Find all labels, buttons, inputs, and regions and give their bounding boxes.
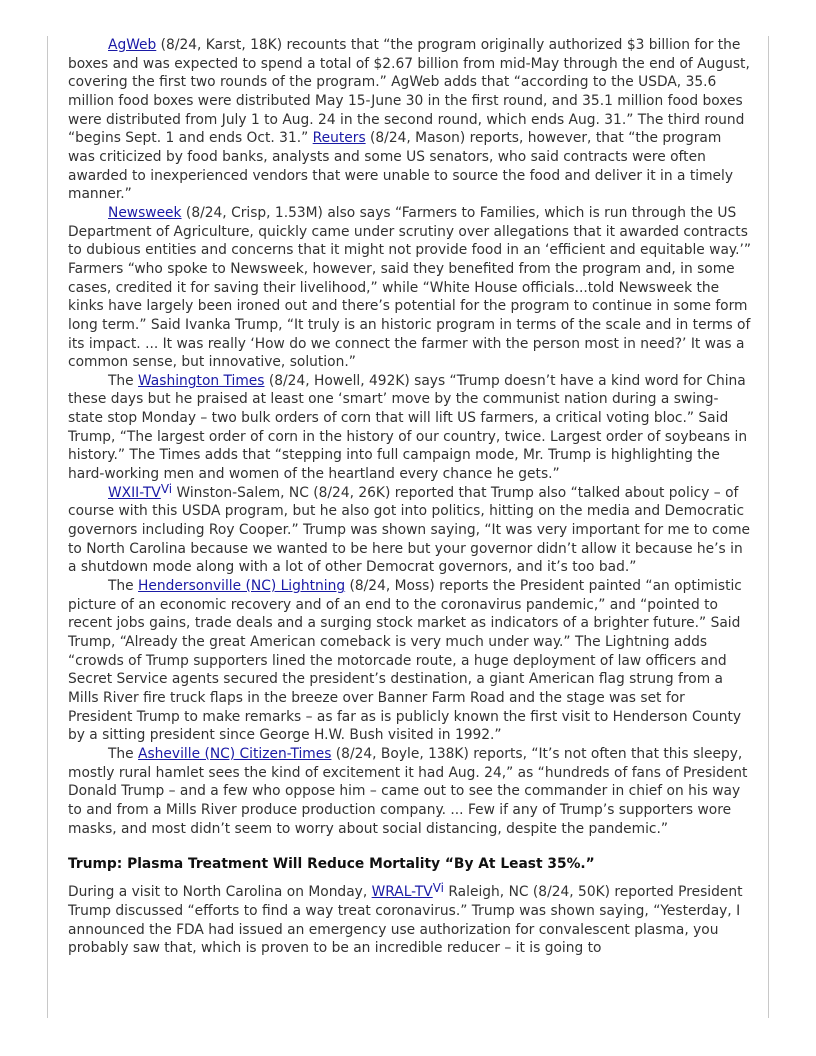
left-margin-rule [47, 36, 48, 1018]
asheville-citizen-times-link[interactable]: Asheville (NC) Citizen-Times [138, 745, 332, 762]
hendersonville-lightning-link[interactable]: Hendersonville (NC) Lightning [138, 578, 346, 595]
video-icon[interactable]: Vi [160, 481, 173, 496]
paragraph-text: Raleigh, NC (8/24, 50K) reported President Trump discussed “efforts to find a way treat coronavirus.” Trump was shown saying, “Yesterday, I announced the FDA had issued an emergency use authorization for convalescent plasma, you probably saw that, which is proven to be an incredible reducer – it is going to [68, 884, 743, 957]
paragraph-asheville [68, 745, 752, 838]
section-heading: Trump: Plasma Treatment Will Reduce Mortality “By At Least 35%.” [68, 856, 595, 873]
video-icon[interactable]: Vi [432, 881, 445, 896]
paragraph-wxii [68, 481, 752, 577]
paragraph-text: Winston-Salem, NC (8/24, 26K) reported that Trump also “talked about policy – of course with this USDA program, but he also got into politics, hitting on the media and Democratic governors including Roy Cooper.” Trump was shown saying, “It was very important for me to come to North Carolina because we wanted to be here but your governor didn’t allow it because he’s in a shutdown mode along with a lot of other Democrat governors, and it’s too bad.” [68, 484, 751, 576]
wral-tv-link[interactable]: WRAL-TV [371, 884, 433, 901]
right-margin-rule [768, 36, 769, 1018]
wxii-tv-link[interactable]: WXII-TV [108, 484, 161, 501]
paragraph-text: (8/24, Howell, 492K) says “Trump doesn’t have a kind word for China these days but he praised at least one ‘smart’ move by the communist nation during a swing-state stop Monday – two bulk orders of corn that will lift US farmers, a critical voting bloc.” Said Trump, “The largest order of corn in the history of our country, twice. Largest order of soybeans in history.” The Times adds that “stepping into full campaign mode, Mr. Trump is highlighting the hard-working men and women of the heartland every chance he gets.” [68, 372, 748, 483]
paragraph-text: (8/24, Crisp, 1.53M) also says “Farmers to Families, which is run through the US Department of Agriculture, quickly came under scrutiny over allegations that it awarded contracts to dubious entities and concerns that it might not provide food in an ‘efficient and equitable way.’” Farmers “who spoke to Newsweek, however, said they benefited from the program and, in some cases, credited it for saving their livelihood,” while “White House officials...told Newsweek the kinks have largely been ironed out and there’s potential for the program to continue in some form long term.” Said Ivanka Trump, “It truly is an historic program in terms of the scale and in terms of its impact. ... It was really ‘How do we connect the farmer with the person most in need?’ It was a common sense, but innovative, solution.” [68, 204, 752, 371]
paragraph-prefix: During a visit to North Carolina on Monday, [68, 884, 372, 901]
paragraph-text: (8/24, Mason) reports, however, that “the program was criticized by food banks, analysts and some US senators, who said contracts were often awarded to inexperienced vendors that were unable to source the food and deliver it in a timely manner.” [68, 130, 734, 203]
paragraph-prefix: The [108, 578, 139, 595]
paragraph-wral [68, 883, 752, 958]
paragraph-text: (8/24, Moss) reports the President painted “an optimistic picture of an economic recovery and of an end to the coronavirus pandemic,” and “pointed to recent jobs gains, trade deals and a surging stock market as indicators of a brighter future.” Said Trump, “Already the great American comeback is very much under way.” The Lightning adds “crowds of Trump supporters lined the motorcade route, a huge deployment of law officers and Secret Service agents secured the president’s destination, a giant American flag strung from a Mills River fire truck flaps in the breeze over Banner Farm Road and the stage was set for President Trump to make remarks – as far as is publicly known the first visit to Henderson County by a sitting president since George H.W. Bush visited in 1992.” [68, 578, 742, 744]
paragraph-text: (8/24, Karst, 18K) recounts that “the program originally authorized $3 billion for the boxes and was expected to spend a total of $2.67 billion from mid-May through the end of August, covering the first two rounds of the program.” AgWeb adds that “according to the USDA, 35.6 million food boxes were distributed May 15-June 30 in the first round, and 35.1 million food boxes were distributed from July 1 to Aug. 24 in the second round, which ends Aug. 31.” The third round “begins Sept. 1 and ends Oct. 31.” [68, 37, 750, 147]
newsweek-link[interactable]: Newsweek [108, 204, 182, 221]
paragraph-text: (8/24, Boyle, 138K) reports, “It’s not often that this sleepy, mostly rural hamlet sees the kind of excitement it had Aug. 24,” as “hundreds of fans of President Donald Trump – and a few who oppose him – came out to see the commander in chief on his way to and from a Mills River produce production company. ... Few if any of Trump’s supporters wore masks, and most didn’t seem to worry about social distancing, despite the pandemic.” [68, 745, 748, 837]
document-body [68, 36, 752, 958]
paragraph-washington-times [68, 372, 752, 484]
paragraph-agweb [68, 36, 752, 204]
reuters-link[interactable]: Reuters [312, 130, 366, 147]
paragraph-newsweek [68, 204, 752, 372]
paragraph-hendersonville [68, 577, 752, 745]
washington-times-link[interactable]: Washington Times [138, 372, 265, 389]
agweb-link[interactable]: AgWeb [108, 37, 157, 53]
paragraph-prefix: The [108, 372, 139, 389]
paragraph-prefix: The [108, 745, 139, 762]
